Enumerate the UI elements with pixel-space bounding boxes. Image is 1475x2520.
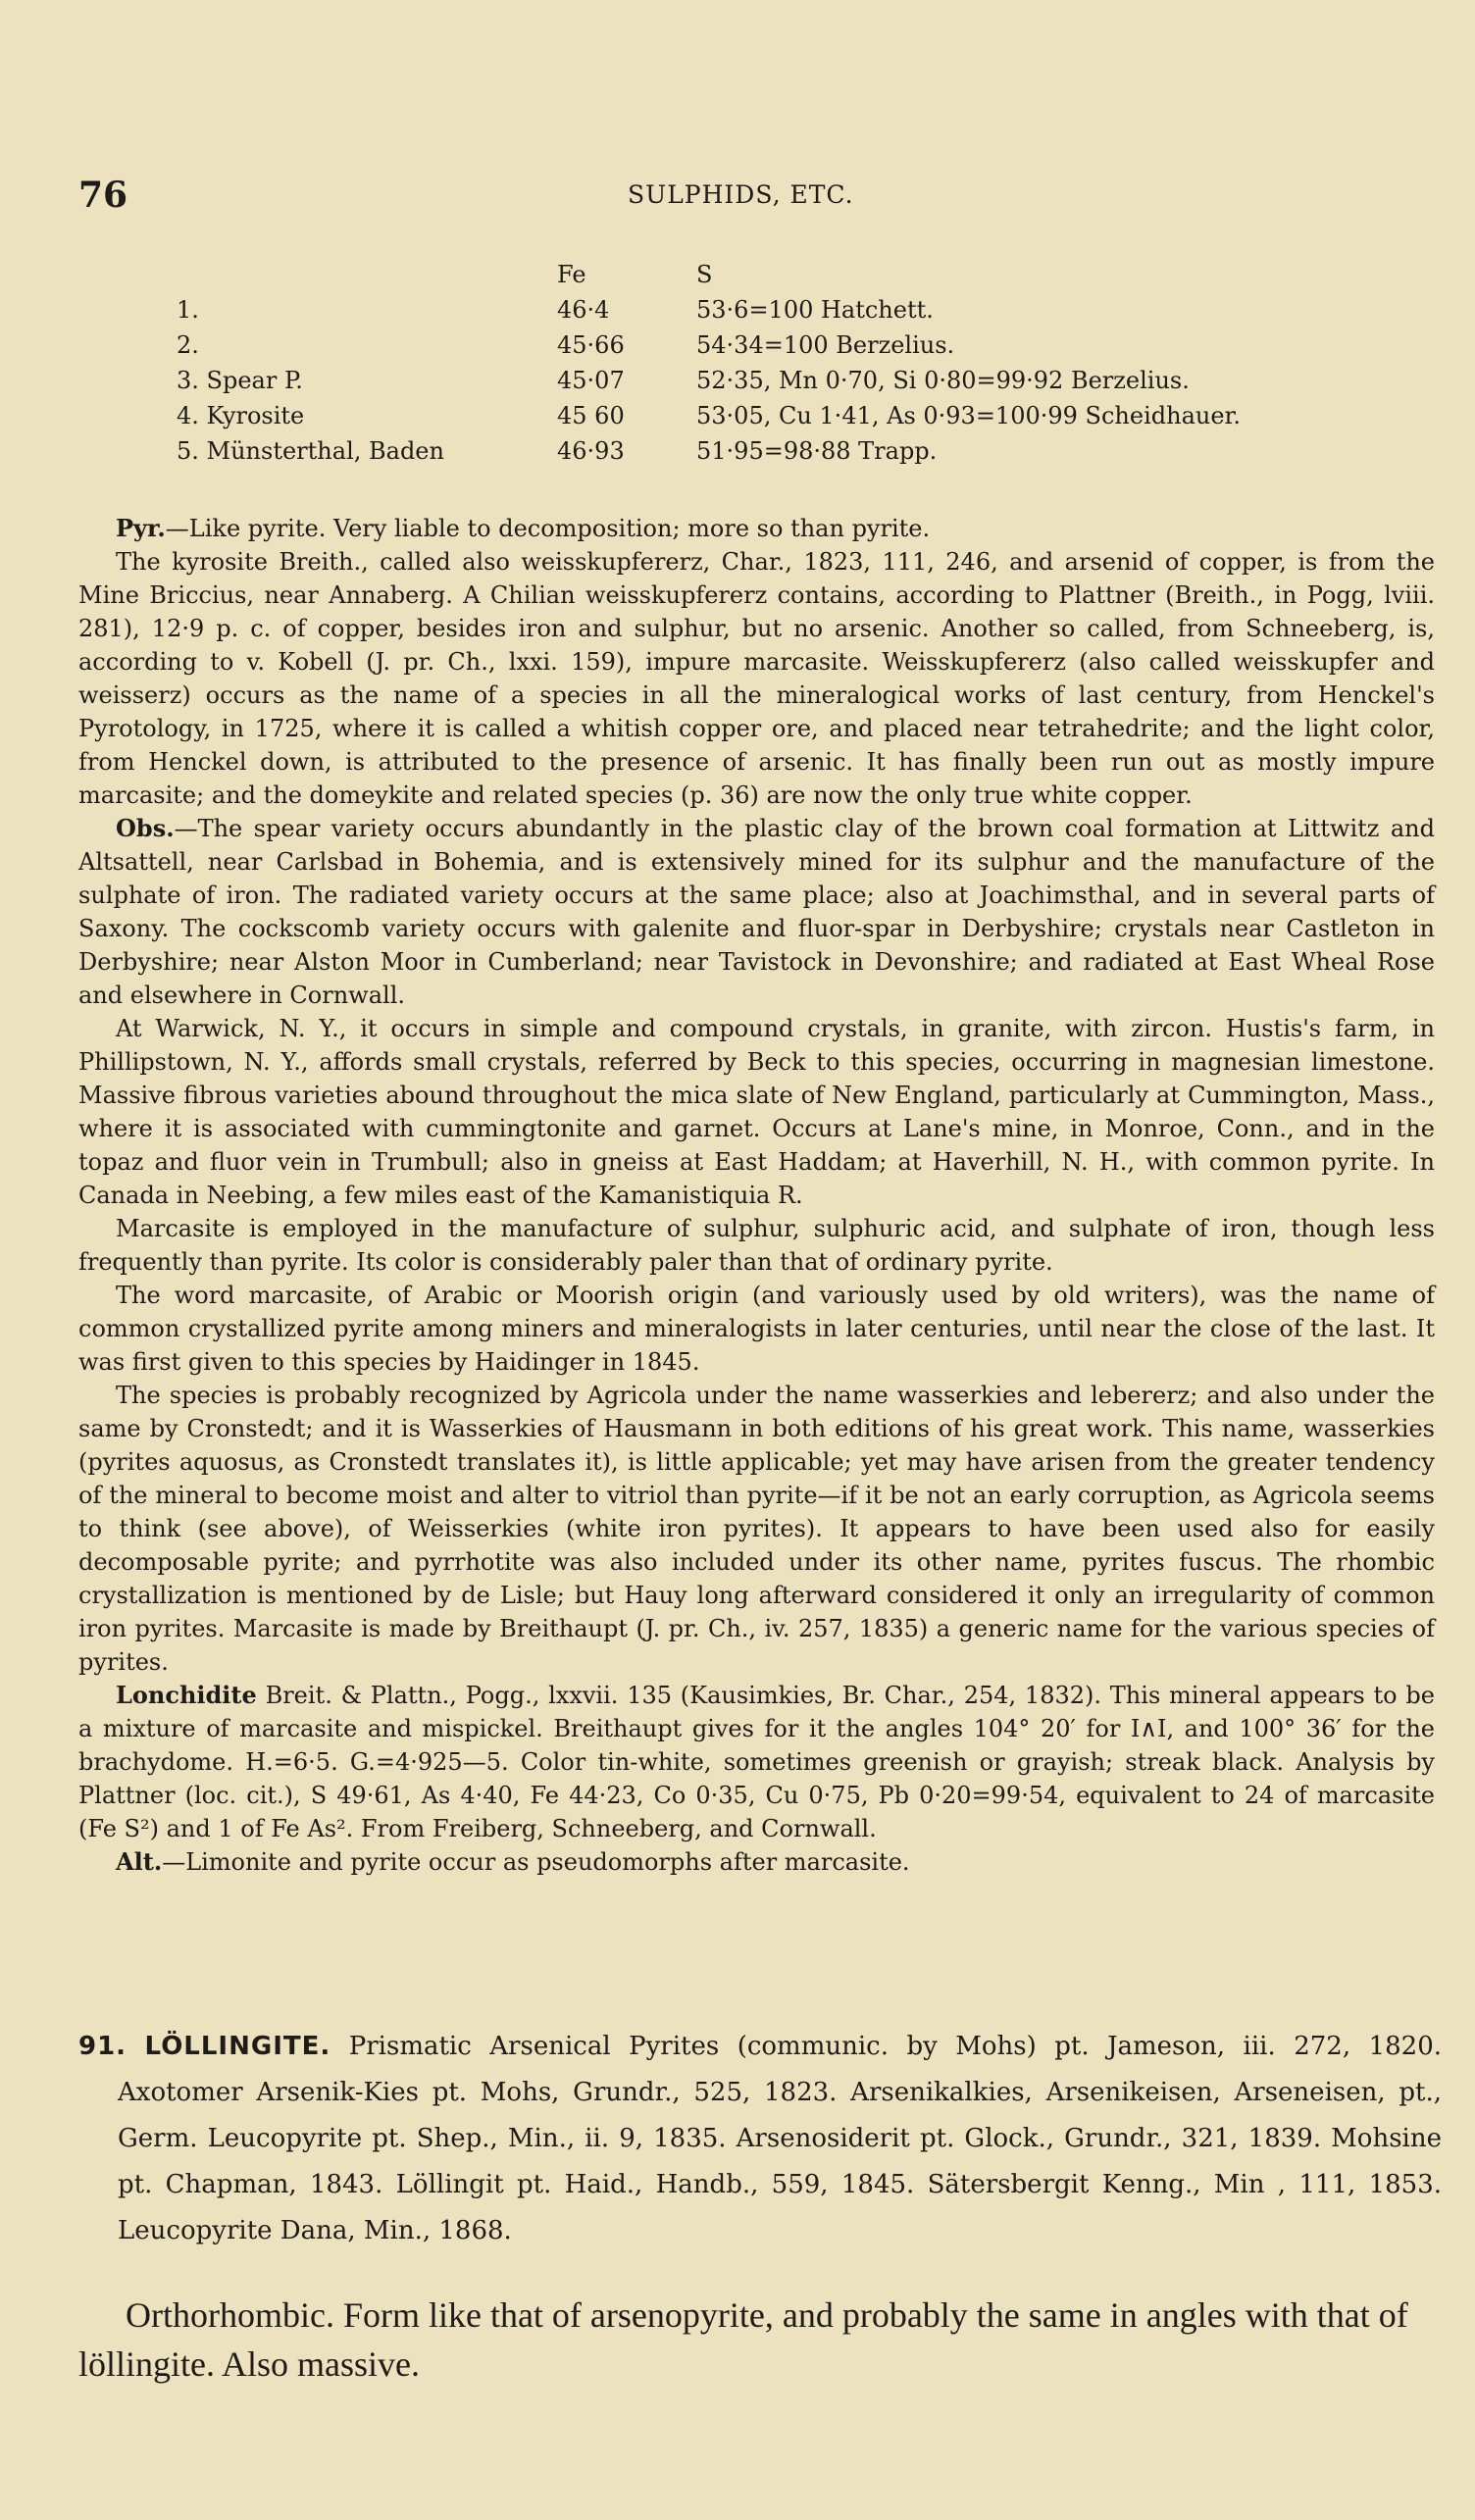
analysis-row [177,292,1412,328]
paragraph-lonchidite [78,1679,1435,1845]
page-number: 76 [78,175,128,216]
paragraph-alteration [78,1845,1435,1879]
section-lollingite [78,2024,1442,2254]
paragraph-text: At Warwick, N. Y., it occurs in simple and compound crystals, in granite, with zircon. Hustis's farm, in Phillipstown, N. Y., affords small crystals, referred by Beck to this species, occurring in magnesian limestone. Massive fibrous varieties abound throughout the mica slate of New England, particularly at Cummington, Mass., where it is associated with cummingtonite and garnet. Occurs at Lane's mine, in Monroe, Conn., and in the topaz and fluor vein in Trumbull; also in gneiss at East Haddam; at Haverhill, N. H., with common pyrite. In Canada in Neebing, a few miles east of the Kamanistiquia R. [78,1015,1435,1209]
analysis-s: 54·34=100 Berzelius. [696,331,955,359]
paragraph-lead: Pyr. [116,514,166,542]
paragraph-american-localities [78,1012,1435,1212]
paragraph-text: —Limonite and pyrite occur as pseudomorphs after marcasite. [162,1848,910,1876]
column-header-s: S [696,261,713,288]
analysis-fe: 46·4 [557,296,610,324]
description-text: Orthorhombic. Form like that of arsenopyrite, and probably the same in angles with that of löllingite. Also massive. [78,2295,1408,2384]
column-header-fe: Fe [557,261,586,288]
running-head: SULPHIDS, ETC. [628,180,854,209]
paragraph-kyrosite [78,545,1435,812]
section-number: 91. [78,2032,127,2061]
paragraph-etymology [78,1279,1435,1379]
analysis-row [177,398,1412,433]
analysis-fe: 46·93 [557,437,625,465]
analysis-table-header [177,257,1412,292]
section-title: LÖLLINGITE. [144,2032,331,2061]
analysis-label: 1. [177,296,199,324]
analysis-label: 2. [177,331,199,359]
paragraph-text: —The spear variety occurs abundantly in the plastic clay of the brown coal formation at Littwitz and Altsattell, near Carlsbad in Bohemia, and is extensively mined for its sulphur and the manufacture of the sulphate of iron. The radiated variety occurs at the same place; also at Joachimsthal, and in several parts of Saxony. The cockscomb variety occurs with galenite and fluor-spar in Derbyshire; crystals near Castleton in Derbyshire; near Alston Moor in Cumberland; near Tavistock in Devonshire; and radiated at East Wheal Rose and elsewhere in Cornwall. [78,815,1435,1009]
page-header [78,175,1377,214]
analysis-s: 52·35, Mn 0·70, Si 0·80=99·92 Berzelius. [696,367,1190,394]
paragraph-history [78,1379,1435,1679]
paragraph-text: —Like pyrite. Very liable to decomposition; more so than pyrite. [165,515,931,542]
analysis-table [177,257,1412,469]
analysis-fe: 45·07 [557,367,625,394]
paragraph-text: The kyrosite Breith., called also weisskupfererz, Char., 1823, 111, 246, and arsenid of copper, is from the Mine Briccius, near Annaberg. A Chilian weisskupfererz contains, according to Plattner (Breith., in Pogg, lviii. 281), 12·9 p. c. of copper, besides iron and sulphur, but no arsenic. Another so called, from Schneeberg, is, according to v. Kobell (J. pr. Ch., lxxi. 159), impure marcasite. Weisskupfererz (also called weisskupfer and weisserz) occurs as the name of a species in all the mineralogical works of last century, from Henckel's Pyrotology, in 1725, where it is called a whitish copper ore, and placed near tetrahedrite; and the light color, from Henckel down, is attributed to the presence of arsenic. It has finally been run out as mostly impure marcasite; and the domeykite and related species (p. 36) are now the only true white copper. [78,548,1435,809]
analysis-s: 53·6=100 Hatchett. [696,296,934,324]
analysis-label: 4. Kyrosite [177,402,305,429]
paragraph-lead: Obs. [116,814,175,842]
analysis-row [177,363,1412,398]
paragraph-lead: Lonchidite [116,1681,257,1709]
synonymy-text: Prismatic Arsenical Pyrites (communic. by Mohs) pt. Jameson, iii. 272, 1820. Axotomer Arsenik-Kies pt. Mohs, Grundr., 525, 1823. Arsenikalkies, Arsenikeisen, Arseneisen, pt., Germ. Leucopyrite pt. Shep., Min., ii. 9, 1835. Arsenosiderit pt. Glock., Grundr., 321, 1839. Mohsine pt. Chapman, 1843. Löllingit pt. Haid., Handb., 559, 1845. Sätersbergit Kenng., Min , 111, 1853. Leucopyrite Dana, Min., 1868. [118,2032,1443,2245]
analysis-fe: 45·66 [557,331,625,359]
paragraph-text: The word marcasite, of Arabic or Moorish origin (and variously used by old writers), was the name of common crystallized pyrite among miners and mineralogists in later centuries, until near the close of the last. It was first given to this species by Haidinger in 1845. [78,1282,1435,1376]
paragraph-text: Marcasite is employed in the manufacture of sulphur, sulphuric acid, and sulphate of iron, though less frequently than pyrite. Its color is considerably paler than that of ordinary pyrite. [78,1215,1435,1276]
paragraph-text: Breit. & Plattn., Pogg., lxxvii. 135 (Kausimkies, Br. Char., 254, 1832). This mineral appears to be a mixture of marcasite and mispickel. Breithaupt gives for it the angles 104° 20′ for I∧I, and 100° 36′ for the brachydome. H.=6·5. G.=4·925—5. Color tin-white, sometimes greenish or grayish; streak black. Analysis by Plattner (loc. cit.), S 49·61, As 4·40, Fe 44·23, Co 0·35, Cu 0·75, Pb 0·20=99·54, equivalent to 24 of marcasite (Fe S²) and 1 of Fe As². From Freiberg, Schneeberg, and Cornwall. [78,1682,1435,1842]
analysis-label: 3. Spear P. [177,367,303,394]
paragraph-pyrognostics [78,512,1435,545]
paragraph-text: The species is probably recognized by Agricola under the name wasserkies and lebererz; and also under the same by Cronstedt; and it is Wasserkies of Hausmann in both editions of his great work. This name, wasserkies (pyrites aquosus, as Cronstedt translates it), is little applicable; yet may have arisen from the greater tendency of the mineral to become moist and alter to vitriol than pyrite—if it be not an early corruption, as Agricola seems to think (see above), of Weisserkies (white iron pyrites). It appears to have been used also for easily decomposable pyrite; and pyrrhotite was also included under its other name, pyrites fuscus. The rhombic crystallization is mentioned by de Lisle; but Hauy long afterward considered it only an irregularity of common iron pyrites. Marcasite is made by Breithaupt (J. pr. Ch., iv. 257, 1835) a generic name for the various species of pyrites. [78,1382,1435,1676]
body-text [78,512,1435,1879]
analysis-row [177,433,1412,469]
analysis-label: 5. Münsterthal, Baden [177,437,444,465]
analysis-row [177,328,1412,363]
paragraph-uses [78,1212,1435,1279]
analysis-s: 51·95=98·88 Trapp. [696,437,938,465]
section-synonymy [78,2024,1442,2254]
analysis-fe: 45 60 [557,402,625,429]
crystallography-description [78,2291,1442,2389]
paragraph-lead: Alt. [116,1847,163,1876]
paragraph-observations [78,812,1435,1012]
analysis-s: 53·05, Cu 1·41, As 0·93=100·99 Scheidhauer. [696,402,1242,429]
